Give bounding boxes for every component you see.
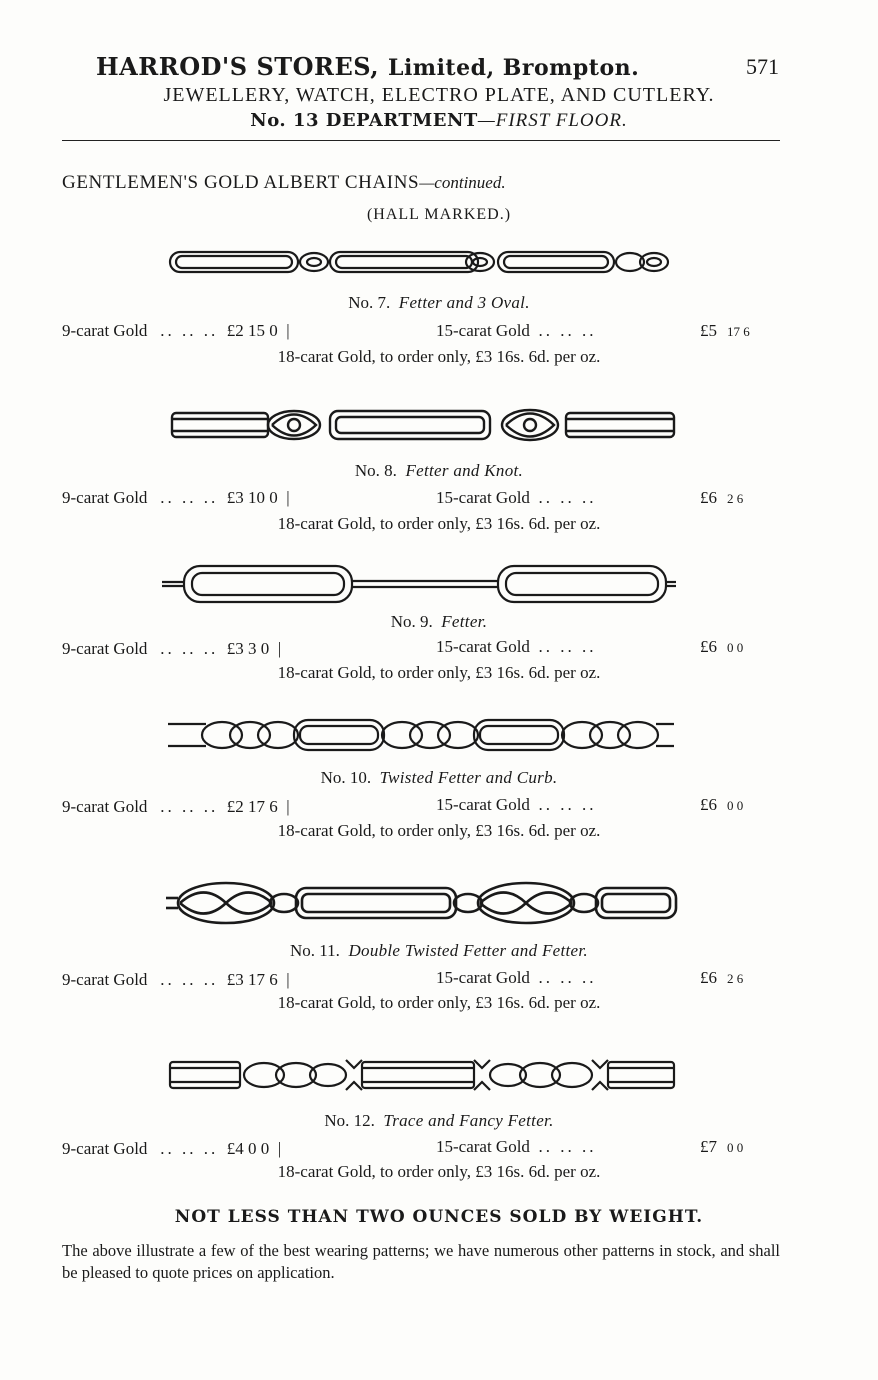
dot-leader: .. .. .. (160, 488, 219, 507)
chain-name: Twisted Fetter and Curb. (379, 768, 558, 787)
dot-leader: .. .. .. (538, 488, 597, 507)
chain-illustration-8 (170, 404, 678, 446)
dot-leader: .. .. .. (538, 795, 597, 814)
price-label: 9-carat Gold (62, 639, 148, 658)
caption-9 (0, 612, 878, 632)
price-15ct-9 (436, 637, 596, 657)
price-label: 9-carat Gold (62, 797, 148, 816)
department-floor: —FIRST FLOOR. (477, 110, 628, 131)
price-value: £6 (700, 968, 717, 987)
price-9ct-12: 9-carat Gold .. .. .. £4 0 0 | (62, 1139, 282, 1158)
caption-7 (0, 293, 878, 313)
dot-leader: .. .. .. (160, 1139, 219, 1158)
dot-leader: .. .. .. (538, 637, 597, 656)
price-shillings: 2 6 (727, 491, 744, 506)
price-label: 9-carat Gold (62, 970, 148, 989)
store-limited: Limited, Brompton. (387, 55, 640, 81)
department-number: No. 13 DEPARTMENT (250, 110, 478, 131)
price-label: 9-carat Gold (62, 1139, 148, 1158)
chain-name: Trace and Fancy Fetter. (383, 1111, 554, 1130)
store-name (96, 52, 639, 81)
price-15ct-11 (436, 968, 596, 988)
per-oz-9: 18-carat Gold, to order only, £3 16s. 6d. per oz. (277, 663, 601, 682)
per-oz-11: 18-carat Gold, to order only, £3 16s. 6d. per oz. (277, 993, 601, 1012)
dot-leader: .. .. .. (160, 321, 219, 340)
per-oz-8: 18-carat Gold, to order only, £3 16s. 6d. per oz. (277, 514, 601, 533)
price-label: 9-carat Gold (62, 488, 148, 507)
caption-12 (0, 1111, 878, 1131)
chain-name: Fetter. (441, 612, 488, 631)
price-value: £3 3 0 (226, 639, 270, 658)
price-15ct-value-7 (700, 321, 750, 341)
weight-notice: NOT LESS THAN TWO OUNCES SOLD BY WEIGHT. (174, 1207, 704, 1227)
price-15ct-8 (436, 488, 596, 508)
caption-11 (0, 941, 878, 961)
dot-leader: .. .. .. (160, 970, 219, 989)
price-label: 15-carat Gold (436, 1137, 530, 1156)
price-15ct-value-11 (700, 968, 743, 988)
footer-text: The above illustrate a few of the best wearing patterns; we have numerous other patterns in stock, and shall be pleased to quote prices on application. (62, 1241, 780, 1282)
price-value: £2 15 0 (226, 321, 278, 340)
chain-illustration-12 (168, 1054, 676, 1096)
chain-number: No. 11. (290, 941, 340, 960)
price-shillings: 2 6 (727, 971, 744, 986)
section-heading: GENTLEMEN'S GOLD ALBERT CHAINS (62, 172, 420, 193)
header-rule (62, 140, 780, 141)
price-15ct-value-12 (700, 1137, 743, 1157)
per-oz-7: 18-carat Gold, to order only, £3 16s. 6d. per oz. (277, 347, 601, 366)
price-9ct-9: 9-carat Gold .. .. .. £3 3 0 | (62, 639, 282, 658)
price-label: 9-carat Gold (62, 321, 148, 340)
price-shillings: 0 0 (727, 640, 744, 655)
caption-10 (0, 768, 878, 788)
chain-name: Fetter and Knot. (405, 461, 524, 480)
caption-8 (0, 461, 878, 481)
price-value: £7 (700, 1137, 717, 1156)
per-oz-12: 18-carat Gold, to order only, £3 16s. 6d. per oz. (277, 1162, 601, 1181)
price-15ct-12 (436, 1137, 596, 1157)
price-shillings: 0 0 (727, 1140, 744, 1155)
chain-name: Double Twisted Fetter and Fetter. (348, 941, 588, 960)
price-value: £3 10 0 (226, 488, 278, 507)
dot-leader: .. .. .. (160, 797, 219, 816)
dot-leader: .. .. .. (538, 321, 597, 340)
price-label: 15-carat Gold (436, 795, 530, 814)
price-shillings: 17 6 (727, 324, 750, 339)
chain-number: No. 12. (324, 1111, 375, 1130)
price-value: £2 17 6 (226, 797, 278, 816)
chain-name: Fetter and 3 Oval. (398, 293, 530, 312)
price-15ct-value-8 (700, 488, 743, 508)
section-continued: —continued. (419, 173, 506, 192)
chain-illustration-11 (164, 878, 678, 928)
price-label: 15-carat Gold (436, 488, 530, 507)
dot-leader: .. .. .. (538, 1137, 597, 1156)
price-15ct-value-10 (700, 795, 743, 815)
dot-leader: .. .. .. (160, 639, 219, 658)
chain-number: No. 8. (354, 461, 397, 480)
price-value: £4 0 0 (226, 1139, 270, 1158)
price-shillings: 0 0 (727, 798, 744, 813)
price-label: 15-carat Gold (436, 637, 530, 656)
section-title (62, 172, 506, 194)
department-line (0, 110, 878, 132)
chain-illustration-10 (166, 712, 676, 758)
price-15ct-7 (436, 321, 596, 341)
dot-leader: .. .. .. (538, 968, 597, 987)
price-value: £6 (700, 488, 717, 507)
price-value: £3 17 6 (226, 970, 278, 989)
chain-number: No. 9. (390, 612, 433, 631)
price-9ct-8: 9-carat Gold .. .. .. £3 10 0 | (62, 488, 290, 507)
per-oz-10: 18-carat Gold, to order only, £3 16s. 6d. per oz. (277, 821, 601, 840)
chain-number: No. 7. (348, 293, 391, 312)
price-9ct-10: 9-carat Gold .. .. .. £2 17 6 | (62, 797, 290, 816)
page-number: 571 (746, 54, 779, 79)
hall-marked-note: (HALL MARKED.) (366, 206, 512, 223)
price-15ct-10 (436, 795, 596, 815)
store-title: HARROD'S STORES, (96, 52, 380, 81)
department-subtitle: JEWELLERY, WATCH, ELECTRO PLATE, AND CUTLERY. (163, 84, 715, 106)
chain-number: No. 10. (320, 768, 372, 787)
price-label: 15-carat Gold (436, 321, 530, 340)
price-value: £6 (700, 795, 717, 814)
price-9ct-7: 9-carat Gold .. .. .. £2 15 0 | (62, 321, 290, 340)
price-value: £6 (700, 637, 717, 656)
chain-illustration-9 (160, 562, 678, 606)
price-15ct-value-9 (700, 637, 743, 657)
price-value: £5 (700, 321, 717, 340)
price-9ct-11: 9-carat Gold .. .. .. £3 17 6 | (62, 970, 290, 989)
price-label: 15-carat Gold (436, 968, 530, 987)
chain-illustration-7 (168, 244, 674, 280)
